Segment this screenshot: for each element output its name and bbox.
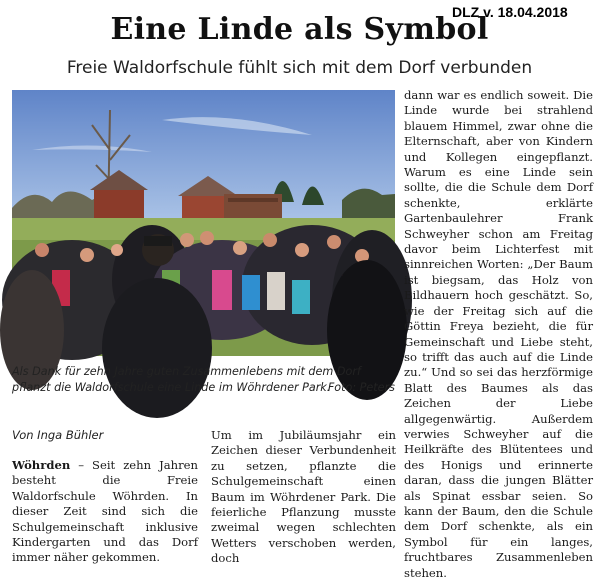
dateline: Wöhrden [12,458,71,472]
article-column-2 [211,428,396,567]
subheadline: Freie Waldorfschule fühlt sich mit dem Dorf verbunden [66,58,533,78]
caption-text: Als Dank für zehn Jahre guten Zusammenlebens mit dem Dorf pflanzt die Waldorfschule eine Linde im Wöhrdener Park. [12,365,361,394]
photo-credit: Foto: Peters [327,380,395,394]
article-column-1 [12,458,198,566]
byline: Von Inga Bühler [12,428,104,442]
source-tag: DLZ v. 18.04.2018 [452,4,568,20]
article-text-2: Um im Jubiläumsjahr ein Zeichen dieser Verbundenheit zu setzen, pflanzte die Schulgemeinschaft einen Baum im Wöhrdener Park. Die feierliche Pflanzung musste zweimal wegen schlechten Wetters verschoben werden, doch [211,428,396,566]
photo-illustration [12,90,395,356]
photo-caption [12,364,395,395]
article-photo [12,90,395,356]
photo-house-left [94,188,144,220]
article-text-3: dann war es endlich soweit. Die Linde wurde bei strahlend blauem Himmel, zwar ohne die Elternschaft, aber von Kindern und Kollegen eingepflanzt. Warum es eine Linde sein sollte, die die Schule dem Dorf schenkte, erklärte Gartenbaulehrer Frank Schweyher schon am Freitag davor beim Lichterfest mit sinnreichen Worten: „Der Baum ist biegsam, das Holz von Bildhauern hoch geschätzt. So, wie der Freitag sich auf die Göttin Freya bezieht, die für Gemeinschaft und Liebe steht, so trifft das auch auf die Linde zu.“ Und so sei das herzförmige Blatt des Baumes als das Zeichen der Liebe allgegenwärtig. Außerdem verwies Schweyher auf die Heilkräfte des Blütentees und des Honigs und erinnerte daran, dass die jungen Blätter als Spinat essbar seien. So kann der Baum, den die Schule dem Dorf schenkte, als ein Symbol für ein langes, fruchtbares Zusammenleben stehen. [404,88,593,580]
article-text-1: – Seit zehn Jahren besteht die Freie Waldorfschule Wöhrden. In dieser Zeit sind sich die Schulgemeinschaft inklusive Kindergarten und das Dorf immer näher gekommen. [12,458,198,565]
article-column-3 [404,88,593,581]
headline: Eine Linde als Symbol [110,12,489,47]
